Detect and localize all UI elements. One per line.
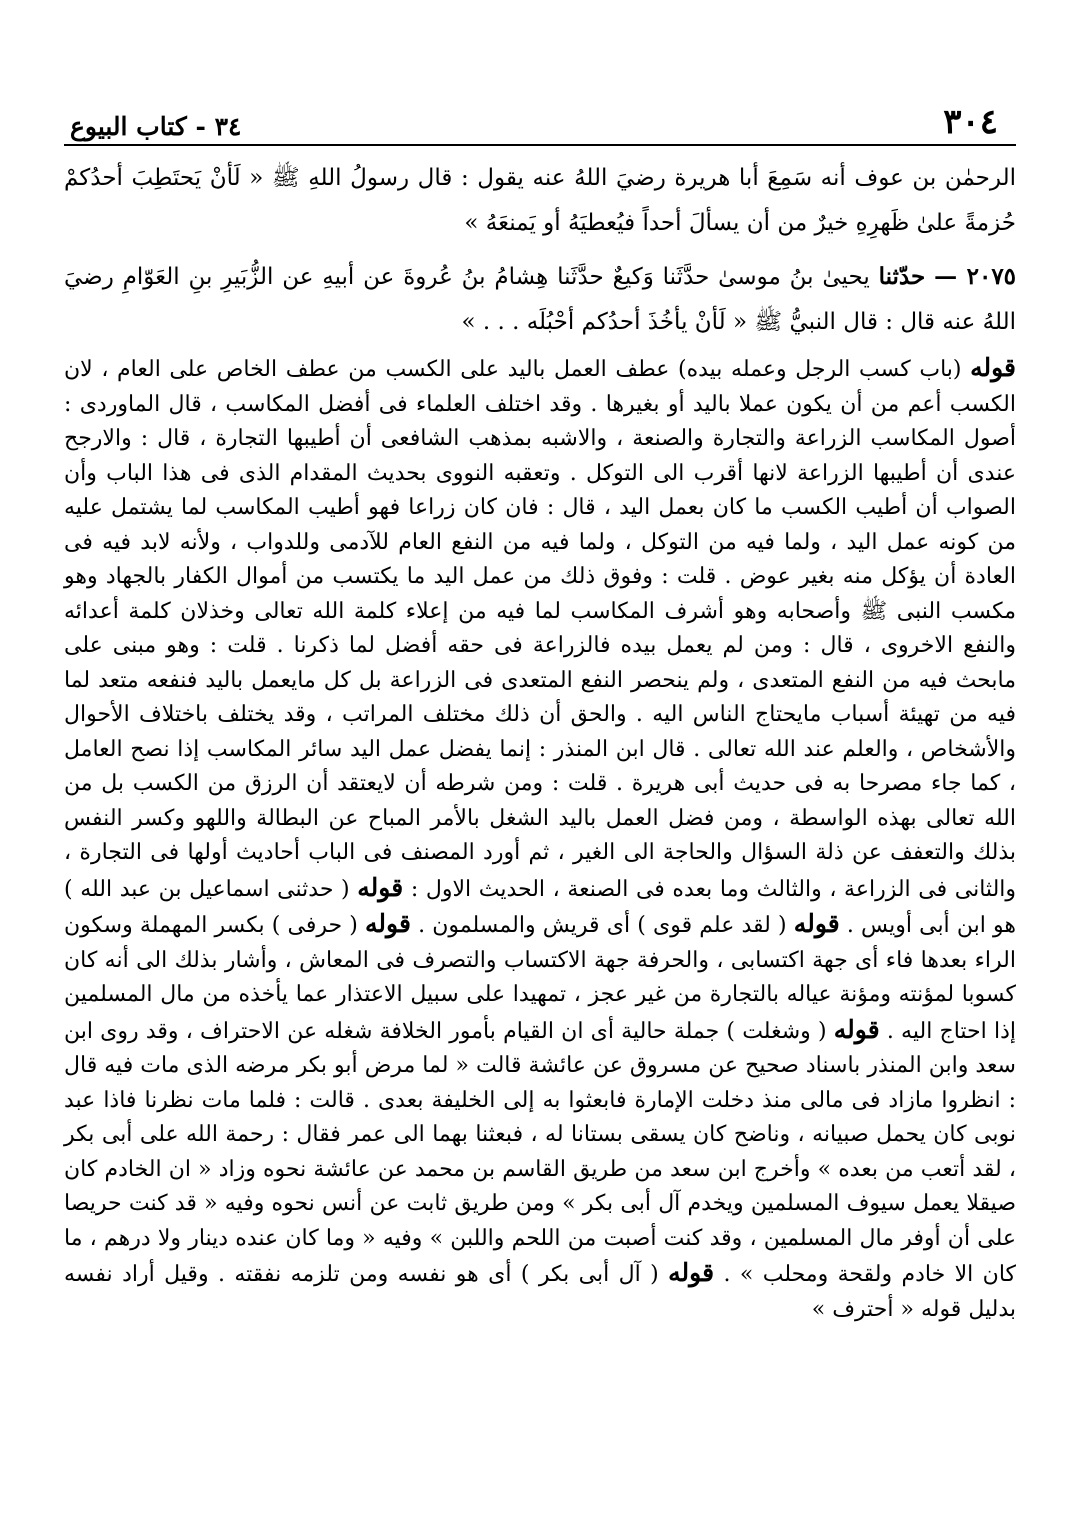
- book-title: ٣٤ - كتاب البيوع: [70, 112, 242, 141]
- qawluhu-marker: قوله: [793, 909, 840, 938]
- commentary-segment: ( وشغلت ) جملة حالية أى ان القيام بأمور الخلافة شغله عن الاحتراف ، وقد روى ابن سعد وابن المنذر باسناد صحيح عن مسروق عن عائشة قالت « لما مرض أبو بكر مرضه الذى مات فيه قال : انظروا مازاد فى مالى منذ دخلت الإمارة فابعثوا به إلى الخليفة بعدى . قالت : فلما مات نظرنا فاذا عبد نوبى كان يحمل صبيانه ، وناضح كان يسقى بستانا له ، فبعثنا بهما الى عمر فقال : رحمة الله على أبى بكر ، لقد أتعب من بعده » وأخرج ابن سعد من طريق القاسم بن محمد عن عائشة نحوه وزاد « ان الخادم كان صيقلا يعمل سيوف المسلمين ويخدم آل أبى بكر » ومن طريق ثابت عن أنس نحوه وفيه « قد كنت حريصا على أن أوفر مال المسلمين ، وقد كنت أصبت من اللحم واللبن » وفيه « وما كان عنده دينار ولا درهم ، ما كان الا خادم ولقحة ومحلب » .: [64, 1018, 1016, 1287]
- qawluhu-marker: قوله: [833, 1014, 880, 1044]
- hadith-2075: [64, 254, 1016, 345]
- commentary-segment: ( آل أبى بكر ) أى هو نفسه ومن تلزمه نفقته . وقيل أراد نفسه بدليل قوله « أحترف »: [64, 1262, 1016, 1322]
- commentary-segment: ( حرفى ) بكسر المهملة وسكون الراء بعدها فاء أى جهة اكتسابى ، والحرفة جهة الاكتساب والتصرف فى المعاش ، وأشار بذلك الى أنه كان كسوبا لمؤنته ومؤنة عياله بالتجارة من غير عجز ، تمهيدا على سبيل الاعتذار عما يأخذه من مال المسلمين إذا احتاج اليه .: [64, 913, 1016, 1044]
- hadith-haddathana: حدّثنا: [878, 263, 926, 290]
- page-number: ٣٠٤: [943, 102, 998, 142]
- qawluhu-marker: قوله: [668, 1258, 715, 1287]
- qawluhu-marker: قوله: [365, 909, 411, 938]
- commentary-segment: ( لقد علم قوى ) أى قريش والمسلمون .: [418, 913, 787, 938]
- commentary-segment: ( حدثنى اسماعيل بن عبد الله ) هو ابن أبى أويس .: [64, 876, 1016, 938]
- commentary-paragraph: [64, 351, 1016, 1327]
- qawluhu-marker: قوله: [970, 353, 1016, 382]
- page-header: [64, 84, 1016, 146]
- commentary-segment: (باب كسب الرجل وعمله بيده) عطف العمل باليد على الكسب من عطف الخاص على العام ، لان الكسب أعم من أن يكون عملا باليد أو بغيرها . وقد اختلف العلماء فى أفضل المكاسب ، قال الماوردى : أصول المكاسب الزراعة والتجارة والصنعة ، والاشبه بمذهب الشافعى أن أطيبها التجارة ، قال : والارجح عندى أن أطيبها الزراعة لانها أقرب الى التوكل . وتعقبه النووى بحديث المقدام الذى فى هذا الباب وأن الصواب أن أطيب الكسب ما كان بعمل اليد ، قال : فان كان زراعا فهو أطيب المكاسب لما يشتمل عليه من كونه عمل اليد ، ولما فيه من التوكل ، ولما فيه من النفع العام للآدمى وللدواب ، ولأنه لابد فيه فى العادة أن يؤكل منه بغير عوض . قلت : وفوق ذلك من عمل اليد ما يكتسب من أموال الكفار بالجهاد وهو مكسب النبى ﷺ وأصحابه وهو أشرف المكاسب لما فيه من إعلاء كلمة الله تعالى وخذلان كلمة أعدائه والنفع الاخروى ، قال : ومن لم يعمل بيده فالزراعة فى حقه أفضل لما ذكرنا . قلت : وهو مبنى على مابحث فيه من النفع المتعدى ، ولم ينحصر النفع المتعدى فى الزراعة بل كل مايعمل باليد فنفعه متعد لما فيه من تهيئة أسباب مايحتاج الناس اليه . والحق أن ذلك مختلف المراتب ، وقد يختلف باختلاف الأحوال والأشخاص ، والعلم عند الله تعالى . قال ابن المنذر : إنما يفضل عمل اليد سائر المكاسب إذا نصح العامل ، كما جاء مصرحا به فى حديث أبى هريرة . قلت : ومن شرطه أن لايعتقد أن الرزق من الكسب بل من الله تعالى بهذه الواسطة ، ومن فضل العمل باليد الشغل بالأمر المباح عن البطالة واللهو وكسر النفس بذلك والتعفف عن ذلة السؤال والحاجة الى الغير ، ثم أورد المصنف فى الباب أحاديث أولها فى التجارة ، والثانى فى الزراعة ، والثالث وما بعده فى الصنعة ، الحديث الاول :: [64, 357, 1017, 902]
- hadith-number: ٢٠٧٥ —: [934, 263, 1017, 290]
- hadith-text: يحيىٰ بنُ موسىٰ حدَّثَنا وَكيعٌ حدَّثَنا هِشامُ بنُ عُروةَ عن أبيهِ عن الزُّبَيرِ بنِ العَوّامِ رضيَ اللهُ عنه قال : قال النبيُّ ﷺ « لَأنْ يأخُذَ أحدُكم أحْبُلَه . . . »: [64, 264, 1016, 335]
- document-page: [64, 84, 1016, 1327]
- hadith-2074-tail: الرحمٰن بن عوف أنه سَمِعَ أبا هريرة رضيَ اللهُ عنه يقول : قال رسولُ اللهِ ﷺ « لَأنْ يَحتَطِبَ أحدُكمْ حُزمةً علىٰ ظَهرِهِ خيرٌ من أن يسألَ أحداً فيُعطيَهُ أو يَمنعَهُ »: [64, 165, 1016, 236]
- qawluhu-marker: قوله: [357, 872, 404, 902]
